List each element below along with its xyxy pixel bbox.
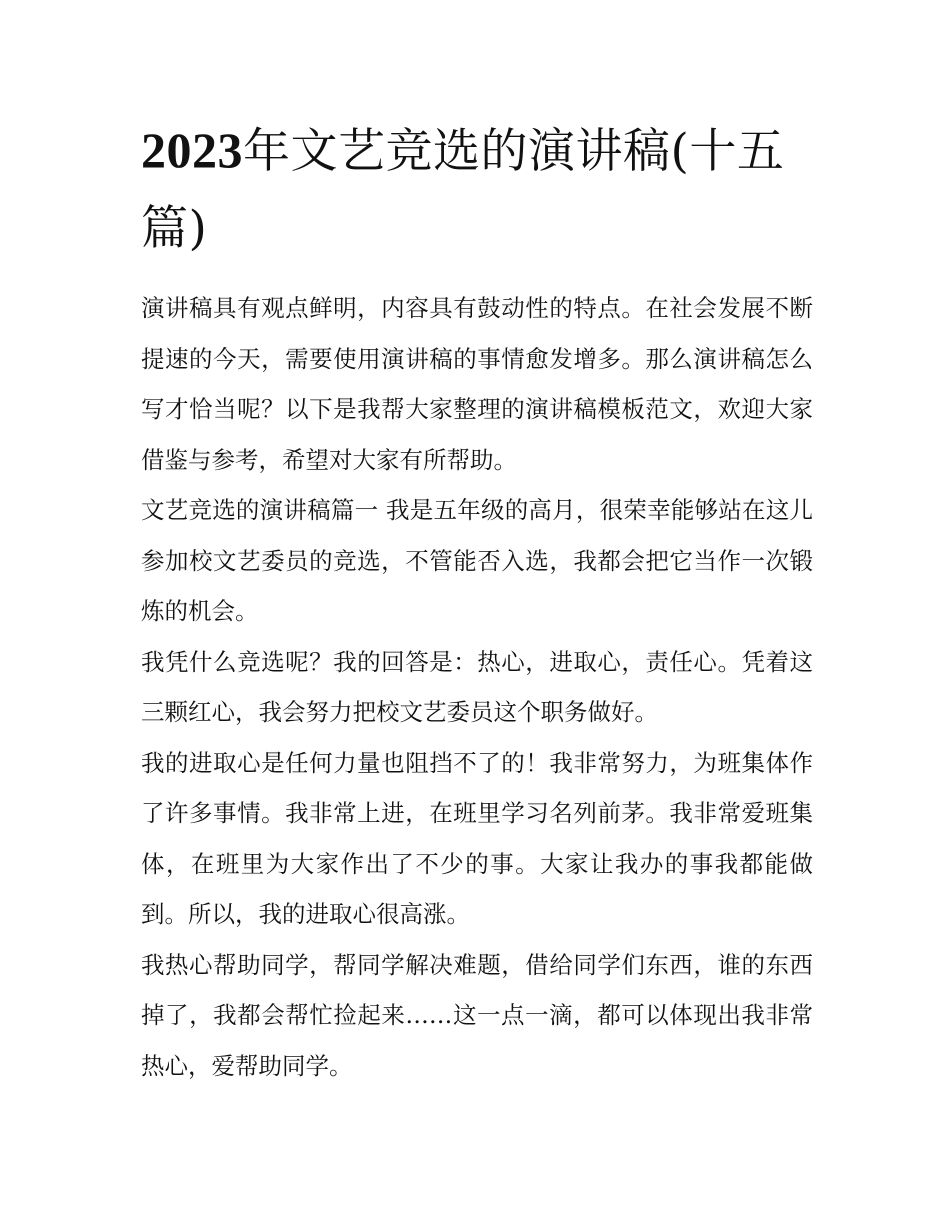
paragraph-why-run: 我凭什么竞选呢？我的回答是：热心，进取心，责任心。凭着这三颗红心，我会努力把校文艺委员这个职务做好。 (141, 647, 813, 726)
document-page (141, 112, 813, 1091)
title-text: 年文艺竞选的演讲稿(十五篇) (141, 124, 785, 256)
paragraph-ambition: 我的进取心是任何力量也阻挡不了的！我非常努力，为班集体作了许多事情。我非常上进，在班里学习名列前茅。我非常爱班集体，在班里为大家作出了不少的事。大家让我办的事我都能做到。所以，我的进取心很高涨。 (141, 748, 813, 928)
document-title (141, 112, 813, 267)
paragraph-speech-one: 文艺竞选的演讲稿篇一 我是五年级的高月，很荣幸能够站在这儿参加校文艺委员的竞选，不管能否入选，我都会把它当作一次锻炼的机会。 (141, 496, 813, 625)
document-body (141, 283, 813, 1091)
title-year: 2023 (141, 122, 243, 178)
paragraph-helpful: 我热心帮助同学，帮同学解决难题，借给同学们东西，谁的东西掉了，我都会帮忙捡起来……这一点一滴，都可以体现出我非常热心，爱帮助同学。 (141, 950, 813, 1080)
paragraph-intro: 演讲稿具有观点鲜明，内容具有鼓动性的特点。在社会发展不断提速的今天，需要使用演讲稿的事情愈发增多。那么演讲稿怎么写才恰当呢？以下是我帮大家整理的演讲稿模板范文，欢迎大家借鉴与参考，希望对大家有所帮助。 (141, 294, 813, 474)
